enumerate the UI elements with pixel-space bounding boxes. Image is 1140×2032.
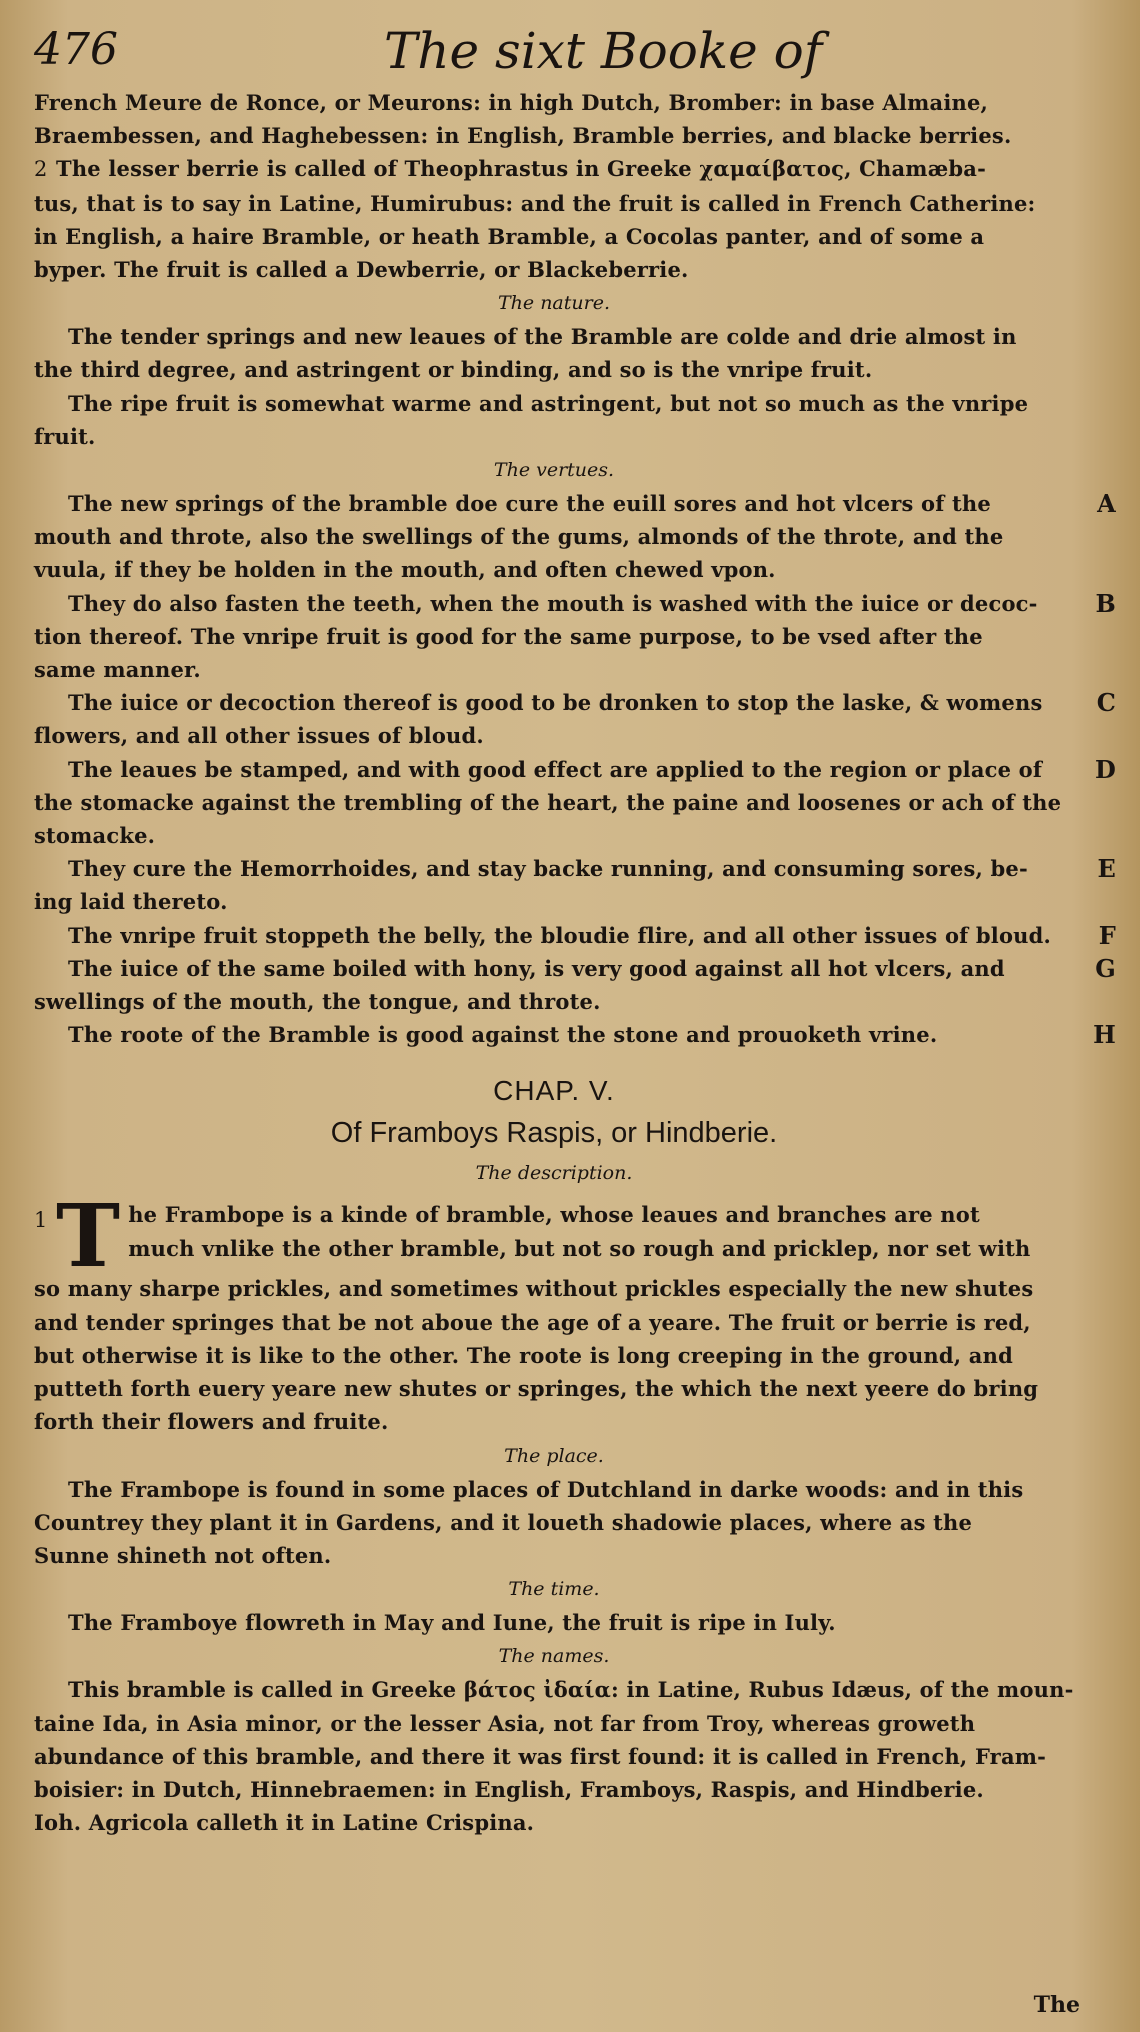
text-line: The Frambope is found in some places of Dutchland in darke woods: and in this — [68, 1476, 1024, 1502]
time-paragraph — [34, 1606, 1074, 1639]
text-line: Countrey they plant it in Gardens, and it loueth shadowie places, where as the — [34, 1509, 973, 1535]
nature-paragraph — [34, 387, 1074, 453]
text-line: The vnripe fruit stoppeth the belly, the bloudie flire, and all other issues of bloud. — [68, 922, 1052, 948]
catchword: The — [1033, 1992, 1080, 2018]
nature-paragraph — [34, 320, 1074, 386]
text-line: French Meure de Ronce, or Meurons: in high Dutch, Bromber: in base Almaine, — [34, 90, 989, 115]
vertue-paragraph — [34, 852, 1116, 918]
margin-letter: E — [1097, 854, 1116, 884]
text-line: in English, a haire Bramble, or heath Bramble, a Cocolas panter, and of some a — [34, 223, 985, 249]
margin-letter: B — [1095, 588, 1116, 618]
names-continuation — [34, 86, 1074, 152]
text-line: so many sharpe prickles, and sometimes without prickles especially the new shutes — [34, 1276, 1034, 1302]
place-paragraph — [34, 1473, 1074, 1573]
margin-letter: F — [1098, 920, 1116, 950]
vertue-paragraph — [34, 487, 1116, 587]
text-line: The ripe fruit is somewhat warme and astringent, but not so much as the vnripe — [68, 390, 1029, 416]
text-line: mouth and throte, also the swellings of the gums, almonds of the throte, and the — [34, 524, 1004, 550]
text-line: taine Ida, in Asia minor, or the lesser Asia, not far from Troy, whereas groweth — [34, 1710, 976, 1736]
text-line: The Framboye flowreth in May and Iune, the fruit is ripe in Iuly. — [68, 1610, 836, 1636]
text-line: the third degree, and astringent or binding, and so is the vnripe fruit. — [34, 357, 873, 383]
vertue-paragraph — [34, 587, 1116, 687]
vertue-paragraph — [34, 919, 1116, 952]
text-line: tion thereof. The vnripe fruit is good for the same purpose, to be vsed after the — [34, 623, 983, 649]
text-line: abundance of this bramble, and there it was first found: it is called in French, Fram- — [34, 1743, 1047, 1769]
section-heading-nature: The nature. — [498, 292, 610, 315]
text-line: ing laid thereto. — [34, 889, 228, 915]
text-line: much vnlike the other bramble, but not so rough and pricklep, nor set with — [128, 1235, 1031, 1261]
text-line: forth their flowers and fruite. — [34, 1409, 389, 1435]
text-line: swellings of the mouth, the tongue, and throte. — [34, 989, 601, 1015]
text-line: The iuice of the same boiled with hony, is very good against all hot vlcers, and — [68, 955, 1005, 981]
text-line: The roote of the Bramble is good against the stone and prouoketh vrine. — [68, 1022, 938, 1048]
text-line: byper. The fruit is called a Dewberrie, or Blackeberrie. — [34, 257, 689, 283]
text-block — [34, 86, 1116, 1839]
text-line: The new springs of the bramble doe cure the euill sores and hot vlcers of the — [68, 491, 991, 517]
vertues-list — [34, 487, 1116, 1051]
section-heading-vertues: The vertues. — [493, 459, 615, 482]
section-heading-place: The place. — [504, 1444, 604, 1467]
text-line: putteth forth euery yeare new shutes or springes, the which the next yeere do bring — [34, 1376, 1039, 1402]
drop-cap: T — [56, 1186, 121, 1288]
text-line: flowers, and all other issues of bloud. — [34, 723, 484, 749]
text-line: Sunne shineth not often. — [34, 1542, 332, 1568]
text-line: same manner. — [34, 657, 201, 683]
text-line: vuula, if they be holden in the mouth, and often chewed vpon. — [34, 557, 776, 583]
text-line: boisier: in Dutch, Hinnebraemen: in English, Framboys, Raspis, and Hindberie. — [34, 1776, 984, 1802]
page-header — [34, 22, 1082, 86]
text-line: The tender springs and new leaues of the Bramble are colde and drie almost in — [68, 324, 1017, 350]
text-line: They cure the Hemorrhoides, and stay backe running, and consuming sores, be- — [68, 856, 1028, 882]
text-line: fruit. — [34, 423, 96, 449]
margin-letter: H — [1093, 1020, 1116, 1050]
running-title: The sixt Booke of — [384, 22, 823, 80]
text-line: stomacke. — [34, 823, 156, 849]
text-line: Ioh. Agricola calleth it in Latine Crispina. — [34, 1810, 535, 1836]
text-line: but otherwise it is like to the other. The roote is long creeping in the ground, and — [34, 1342, 1013, 1368]
margin-letter: A — [1097, 489, 1116, 519]
lesser-berrie-paragraph — [34, 152, 1074, 286]
chapter-title: Of Framboys Raspis, or Hindberie. — [330, 1117, 778, 1150]
margin-letter: D — [1094, 754, 1116, 784]
chapter-number: CHAP. V. — [493, 1075, 615, 1107]
text-line: They do also fasten the teeth, when the mouth is washed with the iuice or decoc- — [68, 590, 1038, 616]
text-line: the stomacke against the trembling of the heart, the paine and loosenes or ach of the — [34, 789, 1062, 815]
text-line: Braembessen, and Haghebessen: in English, Bramble berries, and blacke berries. — [34, 123, 1012, 149]
text-line — [34, 156, 986, 181]
text-line: The iuice or decoction thereof is good to be dronken to stop the laske, & womens — [68, 690, 1043, 716]
page-number: 476 — [34, 24, 118, 75]
description-paragraph — [34, 1186, 1074, 1438]
paragraph-number: 1 — [34, 1208, 48, 1233]
text-line: he Frambope is a kinde of bramble, whose leaues and branches are not — [128, 1202, 980, 1228]
text-line-content: The lesser berrie is called of Theophrastus in Greeke χαμαίβατος, Chamæba- — [56, 156, 986, 182]
section-heading-description: The description. — [475, 1162, 633, 1185]
margin-letter: C — [1096, 688, 1116, 718]
paragraph-number: 2 — [34, 157, 48, 182]
section-heading-names: The names. — [498, 1645, 610, 1668]
text-line: The leaues be stamped, and with good effect are applied to the region or place of — [68, 756, 1043, 782]
names-paragraph — [34, 1673, 1074, 1839]
vertue-paragraph — [34, 686, 1116, 752]
vertue-paragraph — [34, 1018, 1116, 1051]
section-heading-time: The time. — [508, 1578, 600, 1601]
margin-letter: G — [1095, 953, 1116, 983]
text-line: This bramble is called in Greeke βάτος ἰδαία: in Latine, Rubus Idæus, of the moun- — [68, 1677, 1074, 1703]
text-line: and tender springes that be not aboue the age of a yeare. The fruit or berrie is red, — [34, 1309, 1031, 1335]
text-line: tus, that is to say in Latine, Humirubus: and the fruit is called in French Catherine: — [34, 190, 1036, 216]
vertue-paragraph — [34, 753, 1116, 853]
vertue-paragraph — [34, 952, 1116, 1018]
